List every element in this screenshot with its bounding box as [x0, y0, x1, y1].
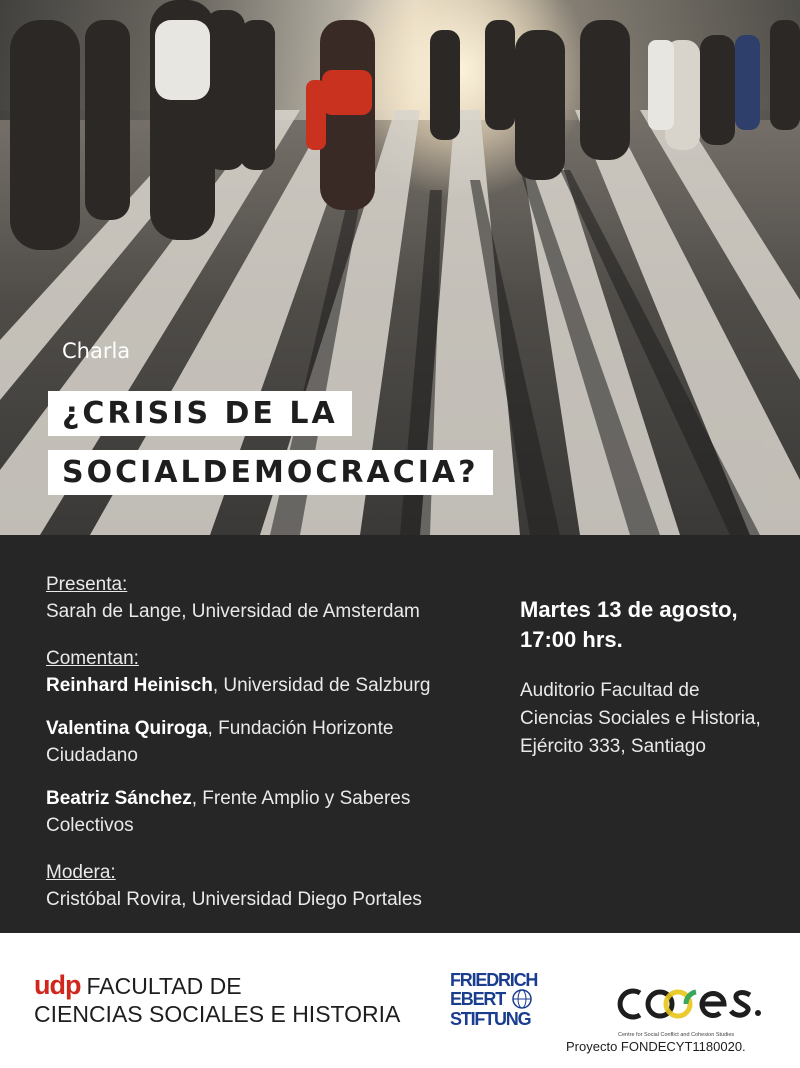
event-date	[520, 595, 790, 655]
commentator-name: Beatriz Sánchez	[46, 788, 192, 809]
event-venue	[520, 677, 790, 761]
globe-icon	[513, 990, 531, 1008]
modera-label: Modera:	[46, 862, 116, 883]
moderator-text: Cristóbal Rovira, Universidad Diego Portales	[46, 889, 422, 910]
commentator-affiliation: , Fundación Horizonte Ciudadano	[46, 718, 394, 766]
venue-line-2: Ciencias Sociales e Historia,	[520, 708, 761, 729]
info-band	[0, 535, 800, 933]
project-code: Proyecto FONDECYT1180020.	[566, 1039, 746, 1054]
date-line-2: 17:00 hrs.	[520, 627, 623, 652]
udp-line-2: CIENCIAS SOCIALES E HISTORIA	[34, 1001, 401, 1027]
fes-line-1: FRIEDRICH	[450, 970, 538, 990]
commentator-affiliation: , Frente Amplio y Saberes Colectivos	[46, 788, 411, 836]
sponsor-footer	[0, 933, 800, 1068]
coes-tagline: Centre for Social Conflict and Cohesion Studies	[618, 1032, 735, 1038]
program-column	[46, 571, 466, 913]
commentator-3	[46, 785, 466, 839]
coes-wordmark-icon	[620, 991, 761, 1017]
event-details	[520, 595, 790, 761]
commentator-affiliation: , Universidad de Salzburg	[212, 675, 431, 696]
venue-line-3: Ejército 333, Santiago	[520, 736, 706, 757]
udp-line-1: FACULTAD DE	[86, 973, 242, 999]
udp-mark: udp	[34, 970, 81, 1000]
coes-logo	[610, 973, 770, 1043]
title-line-2: SOCIALDEMOCRACIA?	[48, 450, 493, 495]
commentator-name: Valentina Quiroga	[46, 718, 208, 739]
comentan-label: Comentan:	[46, 648, 139, 669]
commentator-2	[46, 715, 466, 769]
venue-line-1: Auditorio Facultad de	[520, 680, 700, 701]
presenter-text: Sarah de Lange, Universidad de Amsterdam	[46, 601, 420, 622]
commentator-1	[46, 672, 466, 699]
date-line-1: Martes 13 de agosto,	[520, 597, 738, 622]
presenta-label: Presenta:	[46, 574, 128, 595]
fes-line-2: EBERT	[450, 989, 506, 1009]
udp-logo	[34, 971, 400, 1028]
fes-logo	[450, 969, 555, 1031]
talk-kicker: Charla	[62, 339, 131, 363]
fes-line-3: STIFTUNG	[450, 1009, 531, 1029]
commentator-name: Reinhard Heinisch	[46, 675, 213, 696]
title-line-1: ¿CRISIS DE LA	[48, 391, 352, 436]
